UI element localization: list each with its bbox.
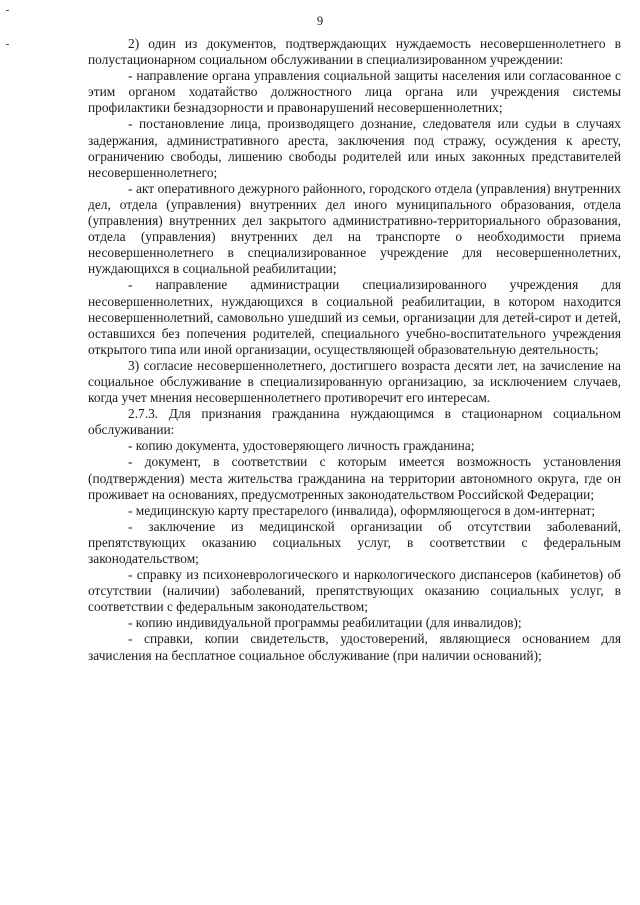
paragraph: - копию документа, удостоверяющего личность гражданина; [128, 438, 475, 454]
paragraph: - справки, копии свидетельств, удостоверений, являющиеся основанием для зачисления на бесплатное социальное обслуживание (при наличии оснований); [88, 631, 621, 663]
paragraph: - медицинскую карту престарелого (инвалида), оформляющегося в дом-интернат; [128, 502, 596, 518]
paragraph: - акт оперативного дежурного районного, городского отдела (управления) внутренних дел, отдела (управления) внутренних дел иного муниципального образования, отдела (управления) внутренних дел закрытого административно-территориального образования, отдела (управления) внутренних дел на транспорте о необходимости приема несовершеннолетнего в специализированное учреждение для несовершеннолетних, нуждающихся в социальной реабилитации; [88, 180, 621, 277]
page-number: 9 [316, 14, 324, 28]
paragraph: 3) согласие несовершеннолетнего, достигшего возраста десяти лет, на зачисление на социальное обслуживание в специализированную организацию, за исключением случаев, когда учет мнения несовершеннолетнего противоречит его интересам. [88, 357, 621, 406]
document-body [88, 36, 621, 664]
paragraph: - заключение из медицинской организации об отсутствии заболеваний, препятствующих оказанию социальных услуг, в соответствии с федеральным законодательством; [88, 518, 621, 566]
paragraph: 2.7.3. Для признания гражданина нуждающимся в стационарном социальном обслуживании: [88, 406, 621, 438]
scan-margin-mark [6, 44, 9, 45]
paragraph: - направление органа управления социальной защиты населения или согласованное с этим органом ходатайство должностного лица органа или учреждения системы профилактики безнадзорности и правонарушений несовершеннолетних; [88, 68, 621, 116]
paragraph: - справку из психоневрологического и наркологического диспансеров (кабинетов) об отсутствии (наличии) заболеваний, препятствующих оказанию социальных услуг, в соответствии с федеральным законодательством; [88, 567, 621, 615]
paragraph: - постановление лица, производящего дознание, следователя или судьи в случаях задержания, административного ареста, заключения под стражу, осуждения к аресту, ограничению свободы, лишению свободы родителей или иных законных представителей несовершеннолетнего; [88, 116, 621, 180]
paragraph: - документ, в соответствии с которым имеется возможность установления (подтверждения) места жительства гражданина на территории автономного округа, где он проживает на основаниях, предусмотренных законодательством Российской Федерации; [88, 454, 621, 502]
paragraph: - копию индивидуальной программы реабилитации (для инвалидов); [128, 615, 522, 631]
scan-margin-mark [6, 10, 9, 11]
paragraph: 2) один из документов, подтверждающих нуждаемость несовершеннолетнего в полустационарном социальном обслуживании в специализированном учреждении: [88, 36, 621, 68]
paragraph: - направление администрации специализированного учреждения для несовершеннолетних, нуждающихся в социальной реабилитации, в котором находится несовершеннолетний, самовольно ушедший из семьи, организации для детей-сирот и детей, оставшихся без попечения родителей, специального учебно-воспитательного учреждения открытого типа или иной организации, осуществляющей образовательную деятельность; [88, 277, 621, 357]
